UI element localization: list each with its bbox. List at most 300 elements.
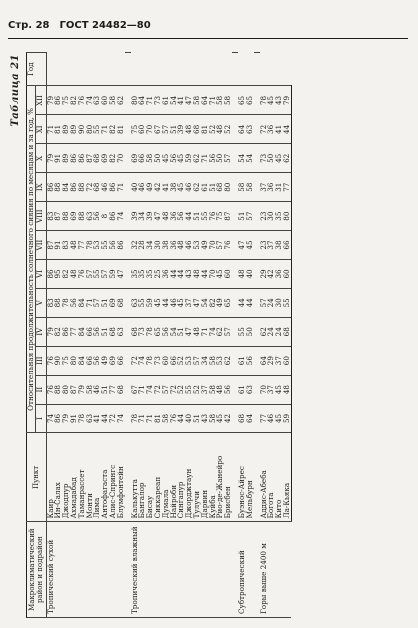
month-header: I bbox=[35, 404, 46, 433]
month-value: 72 bbox=[109, 404, 117, 433]
month-value: 61 bbox=[238, 346, 246, 375]
month-value: 74 bbox=[46, 404, 54, 433]
month-value: 55 bbox=[138, 288, 146, 317]
month-value: 49 bbox=[101, 346, 109, 375]
month-value: 66 bbox=[86, 317, 94, 346]
month-value: 51 bbox=[101, 375, 109, 404]
month-value: 44 bbox=[177, 259, 185, 288]
month-value: 91 bbox=[54, 144, 62, 173]
month-value: 62 bbox=[193, 173, 201, 202]
month-value: 58 bbox=[216, 86, 224, 115]
month-value: 41 bbox=[162, 173, 170, 202]
month-value: 46 bbox=[170, 288, 178, 317]
month-value: 71 bbox=[146, 404, 154, 433]
month-value: 49 bbox=[201, 231, 209, 260]
month-value: 54 bbox=[170, 317, 178, 346]
month-value: 64 bbox=[260, 346, 268, 375]
month-value: 36 bbox=[267, 173, 275, 202]
month-value: 71 bbox=[117, 173, 125, 202]
place-name: Джорджтаун bbox=[185, 433, 193, 522]
spacer-cell bbox=[232, 53, 238, 86]
place-name: Буэнос-Айрес bbox=[238, 433, 246, 522]
month-value: 45 bbox=[216, 259, 224, 288]
month-value: 61 bbox=[201, 173, 209, 202]
month-header: IX bbox=[35, 173, 46, 202]
month-value: 88 bbox=[54, 173, 62, 202]
month-value: 84 bbox=[78, 346, 86, 375]
month-value: 58 bbox=[238, 173, 246, 202]
month-value: 58 bbox=[224, 86, 232, 115]
month-value: 71 bbox=[138, 404, 146, 433]
page-header bbox=[8, 20, 408, 39]
month-value: 39 bbox=[177, 115, 185, 144]
month-value: 53 bbox=[216, 346, 224, 375]
month-value: 58 bbox=[209, 404, 217, 433]
month-value: 53 bbox=[185, 346, 193, 375]
month-value: 77 bbox=[260, 404, 268, 433]
place-name: Думала bbox=[162, 433, 170, 522]
month-value: 56 bbox=[246, 346, 254, 375]
month-value: 56 bbox=[170, 144, 178, 173]
month-header: XII bbox=[35, 86, 46, 115]
month-value: 56 bbox=[70, 288, 78, 317]
month-value: 45 bbox=[275, 375, 283, 404]
month-value: 79 bbox=[46, 86, 54, 115]
place-name: Каир bbox=[46, 433, 54, 522]
month-value: 47 bbox=[185, 317, 193, 346]
place-name: Кито bbox=[275, 433, 283, 522]
month-value: 62 bbox=[193, 144, 201, 173]
month-value: 51 bbox=[193, 404, 201, 433]
month-value: 49 bbox=[146, 173, 154, 202]
month-value: 46 bbox=[185, 231, 193, 260]
rotated-table-page bbox=[10, 48, 412, 618]
place-name: Куйба bbox=[209, 433, 217, 522]
month-value: 84 bbox=[78, 317, 86, 346]
month-value: 62 bbox=[224, 346, 232, 375]
month-value: 50 bbox=[216, 144, 224, 173]
month-value: 87 bbox=[224, 202, 232, 231]
month-value: 47 bbox=[193, 288, 201, 317]
month-value: 60 bbox=[101, 86, 109, 115]
month-value: 43 bbox=[185, 259, 193, 288]
month-value: 48 bbox=[193, 259, 201, 288]
month-value: 72 bbox=[154, 375, 162, 404]
month-value: 63 bbox=[86, 404, 94, 433]
month-value: 46 bbox=[101, 173, 109, 202]
month-value: 48 bbox=[216, 375, 224, 404]
month-value: 45 bbox=[246, 231, 254, 260]
month-value: 76 bbox=[209, 202, 217, 231]
month-value: 36 bbox=[275, 259, 283, 288]
month-value: 29 bbox=[267, 346, 275, 375]
month-value: 80 bbox=[224, 173, 232, 202]
month-value: 59 bbox=[109, 259, 117, 288]
place-name: Лима bbox=[93, 433, 101, 522]
month-value: 57 bbox=[260, 288, 268, 317]
month-value: 70 bbox=[209, 259, 217, 288]
place-name: Аддис-Абеба bbox=[260, 433, 268, 522]
month-value: 67 bbox=[131, 375, 139, 404]
month-value: 44 bbox=[170, 259, 178, 288]
month-value: 71 bbox=[201, 144, 209, 173]
month-value: 83 bbox=[46, 202, 54, 231]
month-value: 56 bbox=[162, 317, 170, 346]
month-value: 48 bbox=[238, 259, 246, 288]
month-value: 76 bbox=[224, 231, 232, 260]
month-value: 51 bbox=[238, 202, 246, 231]
month-value: 87 bbox=[86, 144, 94, 173]
month-value: 81 bbox=[54, 115, 62, 144]
month-value: 54 bbox=[170, 86, 178, 115]
month-value: 58 bbox=[193, 86, 201, 115]
month-value: 65 bbox=[246, 86, 254, 115]
month-value: 91 bbox=[70, 404, 78, 433]
month-value: 81 bbox=[154, 404, 162, 433]
month-value: 71 bbox=[201, 317, 209, 346]
place-name: Монти bbox=[86, 433, 94, 522]
month-value: 86 bbox=[117, 231, 125, 260]
month-header: VII bbox=[35, 231, 46, 260]
month-value: 31 bbox=[275, 173, 283, 202]
month-value: 62 bbox=[260, 317, 268, 346]
month-value: 86 bbox=[78, 144, 86, 173]
month-value: 57 bbox=[224, 144, 232, 173]
month-value: 58 bbox=[209, 375, 217, 404]
month-value: 48 bbox=[177, 231, 185, 260]
month-value: 25 bbox=[154, 259, 162, 288]
month-value: 50 bbox=[246, 317, 254, 346]
place-name: Сиккареап bbox=[154, 433, 162, 522]
month-value: 64 bbox=[246, 404, 254, 433]
month-value: 58 bbox=[162, 404, 170, 433]
month-value: 66 bbox=[170, 346, 178, 375]
month-value: 57 bbox=[162, 115, 170, 144]
month-value: 86 bbox=[54, 86, 62, 115]
month-value: 63 bbox=[131, 288, 139, 317]
month-value: 45 bbox=[216, 404, 224, 433]
month-value: 44 bbox=[162, 288, 170, 317]
month-value: 86 bbox=[46, 259, 54, 288]
month-value: 57 bbox=[86, 259, 94, 288]
region-label: Тропический сухой bbox=[46, 522, 124, 618]
month-value: 39 bbox=[146, 202, 154, 231]
place-name: Брисбен bbox=[224, 433, 232, 522]
region-label: Тропический влажный bbox=[131, 522, 232, 618]
place-name: Бангалор bbox=[138, 433, 146, 522]
month-value: 55 bbox=[93, 115, 101, 144]
month-value: 68 bbox=[131, 317, 139, 346]
month-value: 44 bbox=[177, 404, 185, 433]
month-value: 68 bbox=[283, 317, 291, 346]
month-value: 37 bbox=[267, 231, 275, 260]
month-value: 44 bbox=[283, 115, 291, 144]
month-value: 75 bbox=[62, 346, 70, 375]
month-value: 48 bbox=[185, 115, 193, 144]
place-name: Алис-Спрингс bbox=[109, 433, 117, 522]
place-name: Таманрассет bbox=[78, 433, 86, 522]
month-value: 90 bbox=[54, 346, 62, 375]
month-value: 38 bbox=[275, 231, 283, 260]
month-value: 59 bbox=[185, 144, 193, 173]
standard-code: ГОСТ 24482—80 bbox=[59, 20, 151, 31]
month-value: 43 bbox=[201, 404, 209, 433]
month-value: 58 bbox=[86, 375, 94, 404]
month-value: 86 bbox=[62, 317, 70, 346]
month-value: 88 bbox=[78, 202, 86, 231]
month-value: 86 bbox=[70, 173, 78, 202]
month-value: 46 bbox=[267, 404, 275, 433]
month-value: 71 bbox=[209, 86, 217, 115]
month-value: 68 bbox=[216, 173, 224, 202]
spacer-cell bbox=[125, 53, 131, 86]
month-value: 51 bbox=[193, 202, 201, 231]
month-value: 80 bbox=[70, 346, 78, 375]
month-value: 67 bbox=[154, 115, 162, 144]
month-value: 77 bbox=[109, 375, 117, 404]
month-value: 55 bbox=[201, 202, 209, 231]
month-value: 36 bbox=[170, 231, 178, 260]
month-value: 72 bbox=[86, 173, 94, 202]
month-value: 76 bbox=[46, 346, 54, 375]
month-value: 82 bbox=[109, 144, 117, 173]
month-value: 52 bbox=[224, 115, 232, 144]
month-value: 65 bbox=[154, 317, 162, 346]
month-value: 70 bbox=[146, 115, 154, 144]
month-value: 57 bbox=[93, 288, 101, 317]
month-value: 40 bbox=[185, 404, 193, 433]
month-value: 78 bbox=[62, 288, 70, 317]
place-name: Ин-Салах bbox=[54, 433, 62, 522]
month-value: 68 bbox=[238, 404, 246, 433]
month-value: 65 bbox=[224, 288, 232, 317]
month-value: 53 bbox=[93, 231, 101, 260]
month-value: 81 bbox=[117, 115, 125, 144]
month-value: 82 bbox=[62, 259, 70, 288]
month-value: 65 bbox=[238, 86, 246, 115]
month-value: 68 bbox=[93, 144, 101, 173]
month-value: 45 bbox=[177, 173, 185, 202]
month-value: 73 bbox=[154, 346, 162, 375]
month-value: 40 bbox=[131, 173, 139, 202]
month-value: 55 bbox=[238, 317, 246, 346]
month-value: 79 bbox=[46, 317, 54, 346]
month-value: 54 bbox=[238, 144, 246, 173]
month-value: 45 bbox=[275, 144, 283, 173]
region-label: Горы выше 2400 м bbox=[260, 522, 292, 618]
month-value: 68 bbox=[109, 317, 117, 346]
month-value: 37 bbox=[201, 375, 209, 404]
month-value: 39 bbox=[131, 202, 139, 231]
month-value: 63 bbox=[86, 202, 94, 231]
month-value: 89 bbox=[62, 115, 70, 144]
month-value: 78 bbox=[146, 317, 154, 346]
month-header: V bbox=[35, 288, 46, 317]
table-body bbox=[46, 53, 291, 618]
month-value: 57 bbox=[216, 231, 224, 260]
month-value: 68 bbox=[117, 375, 125, 404]
month-value: 74 bbox=[146, 375, 154, 404]
month-value: 57 bbox=[193, 346, 201, 375]
month-value: 88 bbox=[62, 202, 70, 231]
month-value: 80 bbox=[131, 86, 139, 115]
month-value: 88 bbox=[78, 173, 86, 202]
month-value: 57 bbox=[162, 375, 170, 404]
month-value: 56 bbox=[224, 375, 232, 404]
month-value: 69 bbox=[70, 202, 78, 231]
header-place: Пункт bbox=[27, 433, 47, 522]
month-value: 32 bbox=[131, 231, 139, 260]
month-value: 42 bbox=[267, 259, 275, 288]
month-value: 37 bbox=[275, 346, 283, 375]
month-value: 71 bbox=[138, 375, 146, 404]
month-value: 84 bbox=[78, 288, 86, 317]
month-value: 48 bbox=[70, 231, 78, 260]
month-value: 58 bbox=[246, 173, 254, 202]
month-value: 41 bbox=[275, 115, 283, 144]
month-value: 30 bbox=[275, 288, 283, 317]
place-name: Калькутта bbox=[131, 433, 139, 522]
month-value: 29 bbox=[260, 259, 268, 288]
month-value: 50 bbox=[154, 144, 162, 173]
month-value: 41 bbox=[177, 86, 185, 115]
month-value: 63 bbox=[93, 86, 101, 115]
month-value: 73 bbox=[260, 144, 268, 173]
month-value: 38 bbox=[170, 173, 178, 202]
region-label: Субтропический bbox=[238, 522, 254, 618]
month-value: 72 bbox=[131, 346, 139, 375]
month-value: 38 bbox=[162, 231, 170, 260]
month-value: 36 bbox=[267, 115, 275, 144]
month-value: 76 bbox=[170, 404, 178, 433]
month-value: 79 bbox=[62, 404, 70, 433]
month-value: 66 bbox=[138, 144, 146, 173]
month-value: 58 bbox=[109, 86, 117, 115]
month-value: 77 bbox=[78, 231, 86, 260]
header-year: Год bbox=[27, 53, 47, 86]
month-value: 82 bbox=[209, 288, 217, 317]
sunshine-table bbox=[26, 52, 292, 618]
month-value: 35 bbox=[146, 259, 154, 288]
month-value: 86 bbox=[46, 173, 54, 202]
month-value: 56 bbox=[93, 317, 101, 346]
place-name: Блумфонтейн bbox=[117, 433, 125, 522]
month-value: 80 bbox=[62, 375, 70, 404]
month-value: 30 bbox=[154, 231, 162, 260]
month-value: 81 bbox=[201, 115, 209, 144]
month-header: III bbox=[35, 346, 46, 375]
month-value: 51 bbox=[177, 317, 185, 346]
month-value: 73 bbox=[138, 317, 146, 346]
month-value: 86 bbox=[109, 202, 117, 231]
month-value: 41 bbox=[93, 404, 101, 433]
month-header: VIII bbox=[35, 202, 46, 231]
spacer-cell bbox=[254, 53, 260, 86]
place-name: Сингапур bbox=[177, 433, 185, 522]
month-value: 62 bbox=[283, 144, 291, 173]
place-name: Мельбурн bbox=[246, 433, 254, 522]
month-value: 71 bbox=[101, 115, 109, 144]
month-value: 76 bbox=[46, 375, 54, 404]
month-value: 56 bbox=[177, 202, 185, 231]
month-value: 57 bbox=[101, 259, 109, 288]
month-value: 79 bbox=[78, 375, 86, 404]
month-header: IV bbox=[35, 317, 46, 346]
month-value: 51 bbox=[101, 288, 109, 317]
month-value: 36 bbox=[162, 259, 170, 288]
month-value: 74 bbox=[117, 404, 125, 433]
month-value: 87 bbox=[54, 202, 62, 231]
place-name: Богота bbox=[267, 433, 275, 522]
month-value: 69 bbox=[109, 346, 117, 375]
month-value: 44 bbox=[238, 288, 246, 317]
month-value: 23 bbox=[260, 231, 268, 260]
month-value: 60 bbox=[224, 259, 232, 288]
month-value: 50 bbox=[267, 144, 275, 173]
month-value: 47 bbox=[117, 259, 125, 288]
month-value: 30 bbox=[267, 202, 275, 231]
month-value: 60 bbox=[138, 115, 146, 144]
header-group-title: Относительная продолжительность солнечного сияния по месяцам и за год, % bbox=[27, 86, 36, 433]
month-value: 60 bbox=[283, 346, 291, 375]
month-header: X bbox=[35, 144, 46, 173]
month-value: 44 bbox=[201, 259, 209, 288]
month-value: 45 bbox=[275, 404, 283, 433]
month-value: 63 bbox=[246, 375, 254, 404]
month-value: 88 bbox=[54, 288, 62, 317]
place-name: Джодпур bbox=[62, 433, 70, 522]
month-value: 54 bbox=[201, 288, 209, 317]
month-value: 56 bbox=[93, 202, 101, 231]
month-value: 49 bbox=[216, 288, 224, 317]
month-value: 69 bbox=[109, 288, 117, 317]
month-value: 86 bbox=[70, 144, 78, 173]
month-value: 82 bbox=[54, 317, 62, 346]
month-value: 52 bbox=[177, 375, 185, 404]
month-value: 79 bbox=[283, 86, 291, 115]
month-value: 83 bbox=[62, 231, 70, 260]
month-value: 87 bbox=[46, 231, 54, 260]
month-value: 8 bbox=[101, 202, 109, 231]
month-value: 91 bbox=[54, 231, 62, 260]
month-value: 56 bbox=[209, 144, 217, 173]
month-value: 63 bbox=[117, 317, 125, 346]
month-header: II bbox=[35, 375, 46, 404]
place-name: Бисау bbox=[146, 433, 154, 522]
month-value: 60 bbox=[162, 346, 170, 375]
month-value: 89 bbox=[70, 115, 78, 144]
month-value: 45 bbox=[162, 144, 170, 173]
month-value: 90 bbox=[78, 115, 86, 144]
month-value: 72 bbox=[260, 115, 268, 144]
month-value: 80 bbox=[283, 202, 291, 231]
month-value: 58 bbox=[146, 144, 154, 173]
month-value: 68 bbox=[93, 173, 101, 202]
month-value: 48 bbox=[193, 317, 201, 346]
month-value: 86 bbox=[109, 173, 117, 202]
month-value: 74 bbox=[209, 317, 217, 346]
month-value: 74 bbox=[138, 346, 146, 375]
month-value: 72 bbox=[170, 375, 178, 404]
month-value: 78 bbox=[260, 86, 268, 115]
month-value: 36 bbox=[170, 202, 178, 231]
month-value: 52 bbox=[193, 375, 201, 404]
month-value: 71 bbox=[46, 115, 54, 144]
month-value: 56 bbox=[109, 231, 117, 260]
month-value: 89 bbox=[62, 144, 70, 173]
month-value: 47 bbox=[238, 231, 246, 260]
month-value: 34 bbox=[138, 202, 146, 231]
